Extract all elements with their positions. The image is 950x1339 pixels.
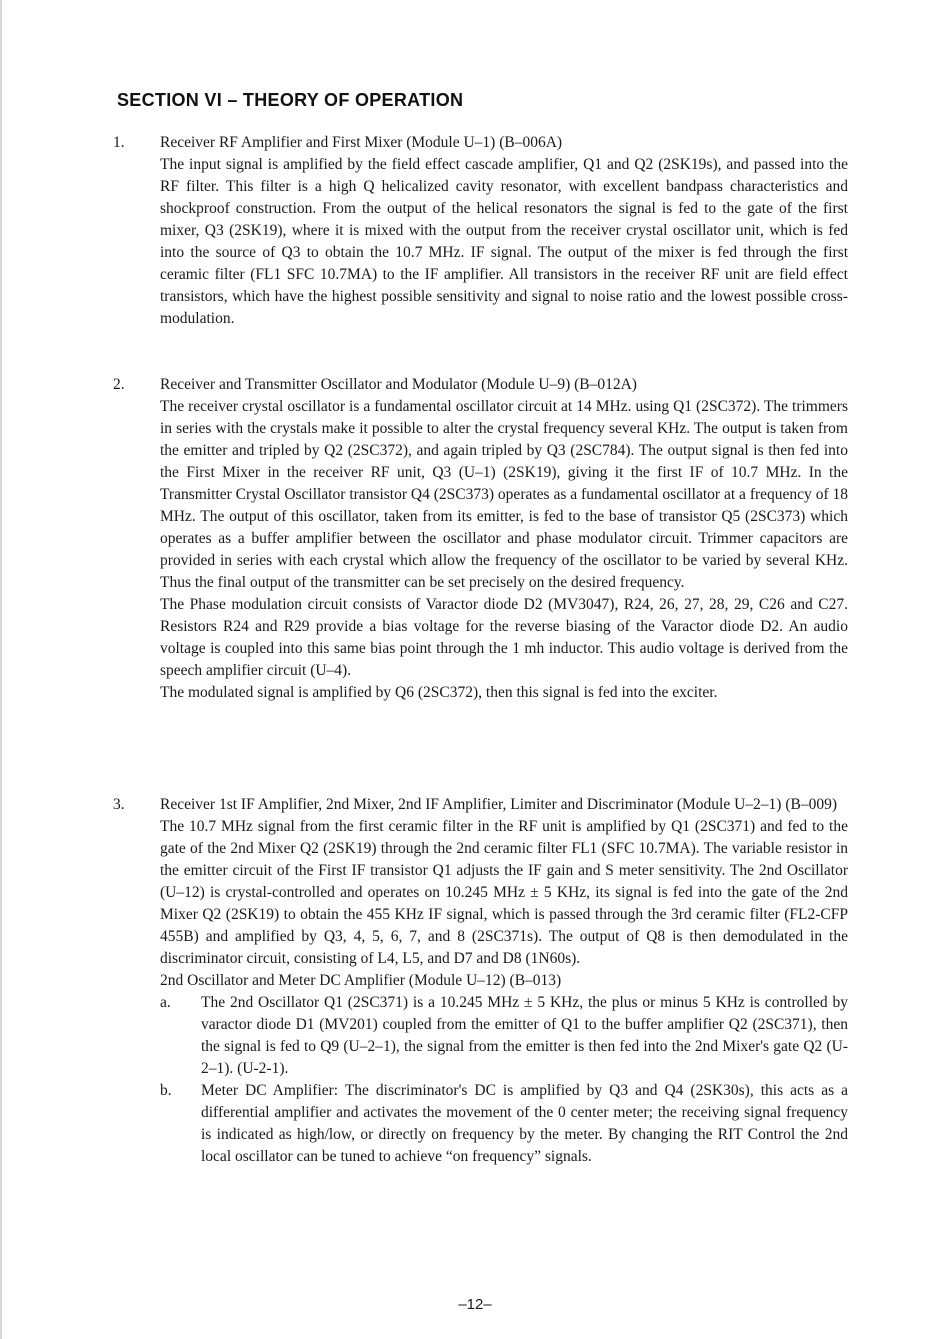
section-number: 2.: [113, 376, 125, 393]
section-3: [113, 794, 853, 1168]
section-number: 3.: [113, 796, 125, 813]
section-1: [113, 132, 853, 330]
section-heading: Receiver and Transmitter Oscillator and Modulator (Module U–9) (B–012A): [160, 376, 637, 393]
page-number: –12–: [458, 1296, 492, 1313]
paragraph: The Phase modulation circuit consists of Varactor diode D2 (MV3047), R24, 26, 27, 28, 29, C26 and C27. Resistors R24 and R29 provide a bias voltage for the reverse biasing of the Varactor diode D2. An audio voltage is coupled into this same bias point through the 1 mh inductor. This audio voltage is derived from the speech amplifier circuit (U–4).: [160, 596, 848, 679]
section-number: 1.: [113, 134, 125, 151]
paragraph: The 10.7 MHz signal from the first ceramic filter in the RF unit is amplified by Q1 (2SC371) and fed to the gate of the 2nd Mixer Q2 (2SK19) through the 2nd ceramic filter FL1 (SFC 10.7MA). The variable resistor in the emitter circuit of the First IF transistor Q1 adjusts the IF gain and S meter sensitivity. The 2nd Oscillator (U–12) is crystal-controlled and operates on 10.245 MHz ± 5 KHz, its signal is fed into the gate of the 2nd Mixer Q2 (2SK19) to obtain the 455 KHz IF signal, which is passed through the 3rd ceramic filter (FL2-CFP 455B) and amplified by Q3, 4, 5, 6, 7, and 8 (2SC371s). The output of Q8 is then demodulated in the discriminator circuit, consisting of L4, L5, and D7 and D8 (1N60s).: [160, 818, 848, 967]
section-title: SECTION VI – THEORY OF OPERATION: [117, 90, 464, 110]
paragraph: The receiver crystal oscillator is a fundamental oscillator circuit at 14 MHz. using Q1 (2SC372). The trimmers in series with the crystals make it possible to alter the crystal frequency several KHz. The output is taken from the emitter and tripled by Q2 (2SC372), and again tripled by Q3 (2SC784). The output signal is then fed into the First Mixer in the receiver RF unit, Q3 (U–1) (2SK19), giving it the first IF of 10.7 MHz. In the Transmitter Crystal Oscillator transistor Q4 (2SC373) operates as a fundamental oscillator at a frequency of 18 MHz. The output of this oscillator, taken from its emitter, is fed to the base of transistor Q5 (2SC373) which operates as a buffer amplifier between the oscillator and phase modulator circuit. Trimmer capacitors are provided in series with each crystal which allow the frequency of the oscillator to be varied by several KHz. Thus the final output of the transmitter can be set precisely on the desired frequency.: [160, 398, 848, 591]
list-item-text: Meter DC Amplifier: The discriminator's DC is amplified by Q3 and Q4 (2SK30s), this acts as a differential amplifier and activates the movement of the 0 center meter; the receiving signal frequency is indicated as high/low, or directly on frequency by the meter. By changing the RIT Control the 2nd local oscillator can be tuned to achieve “on frequency” signals.: [201, 1082, 848, 1165]
list-item: [160, 1080, 848, 1168]
list-item-label: b.: [160, 1082, 172, 1099]
list-item: [160, 992, 848, 1080]
list-item-label: a.: [160, 994, 171, 1011]
subheading: 2nd Oscillator and Meter DC Amplifier (Module U–12) (B–013): [160, 972, 562, 989]
paragraph: The modulated signal is amplified by Q6 (2SC372), then this signal is fed into the exciter.: [160, 684, 718, 701]
paragraph: The input signal is amplified by the field effect cascade amplifier, Q1 and Q2 (2SK19s), and passed into the RF filter. This filter is a high Q helicalized cavity resonator, with excellent bandpass characteristics and shockproof construction. From the output of the helical resonators the signal is fed to the gate of the first mixer, Q3 (2SK19), where it is mixed with the output from the receiver crystal oscillator unit, which is fed into the source of Q3 to obtain the 10.7 MHz. IF signal. The output of the mixer is fed through the first ceramic filter (FL1 SFC 10.7MA) to the IF amplifier. All transistors in the receiver RF unit are field effect transistors, which have the highest possible sensitivity and signal to noise ratio and the lowest possible cross-modulation.: [160, 156, 848, 327]
list-item-text: The 2nd Oscillator Q1 (2SC371) is a 10.245 MHz ± 5 KHz, the plus or minus 5 KHz is controlled by varactor diode D1 (MV201) coupled from the emitter of Q1 to the buffer amplifier Q2 (2SC371), then the signal is fed to Q9 (U–2–1), the signal from the emitter is then fed into the 2nd Mixer's gate Q2 (U-2–1). (U-2-1).: [201, 994, 848, 1077]
section-2: [113, 374, 853, 704]
section-heading: Receiver RF Amplifier and First Mixer (Module U–1) (B–006A): [160, 134, 563, 151]
section-heading: Receiver 1st IF Amplifier, 2nd Mixer, 2nd IF Amplifier, Limiter and Discriminator (Module U–2–1) (B–009): [160, 796, 838, 813]
